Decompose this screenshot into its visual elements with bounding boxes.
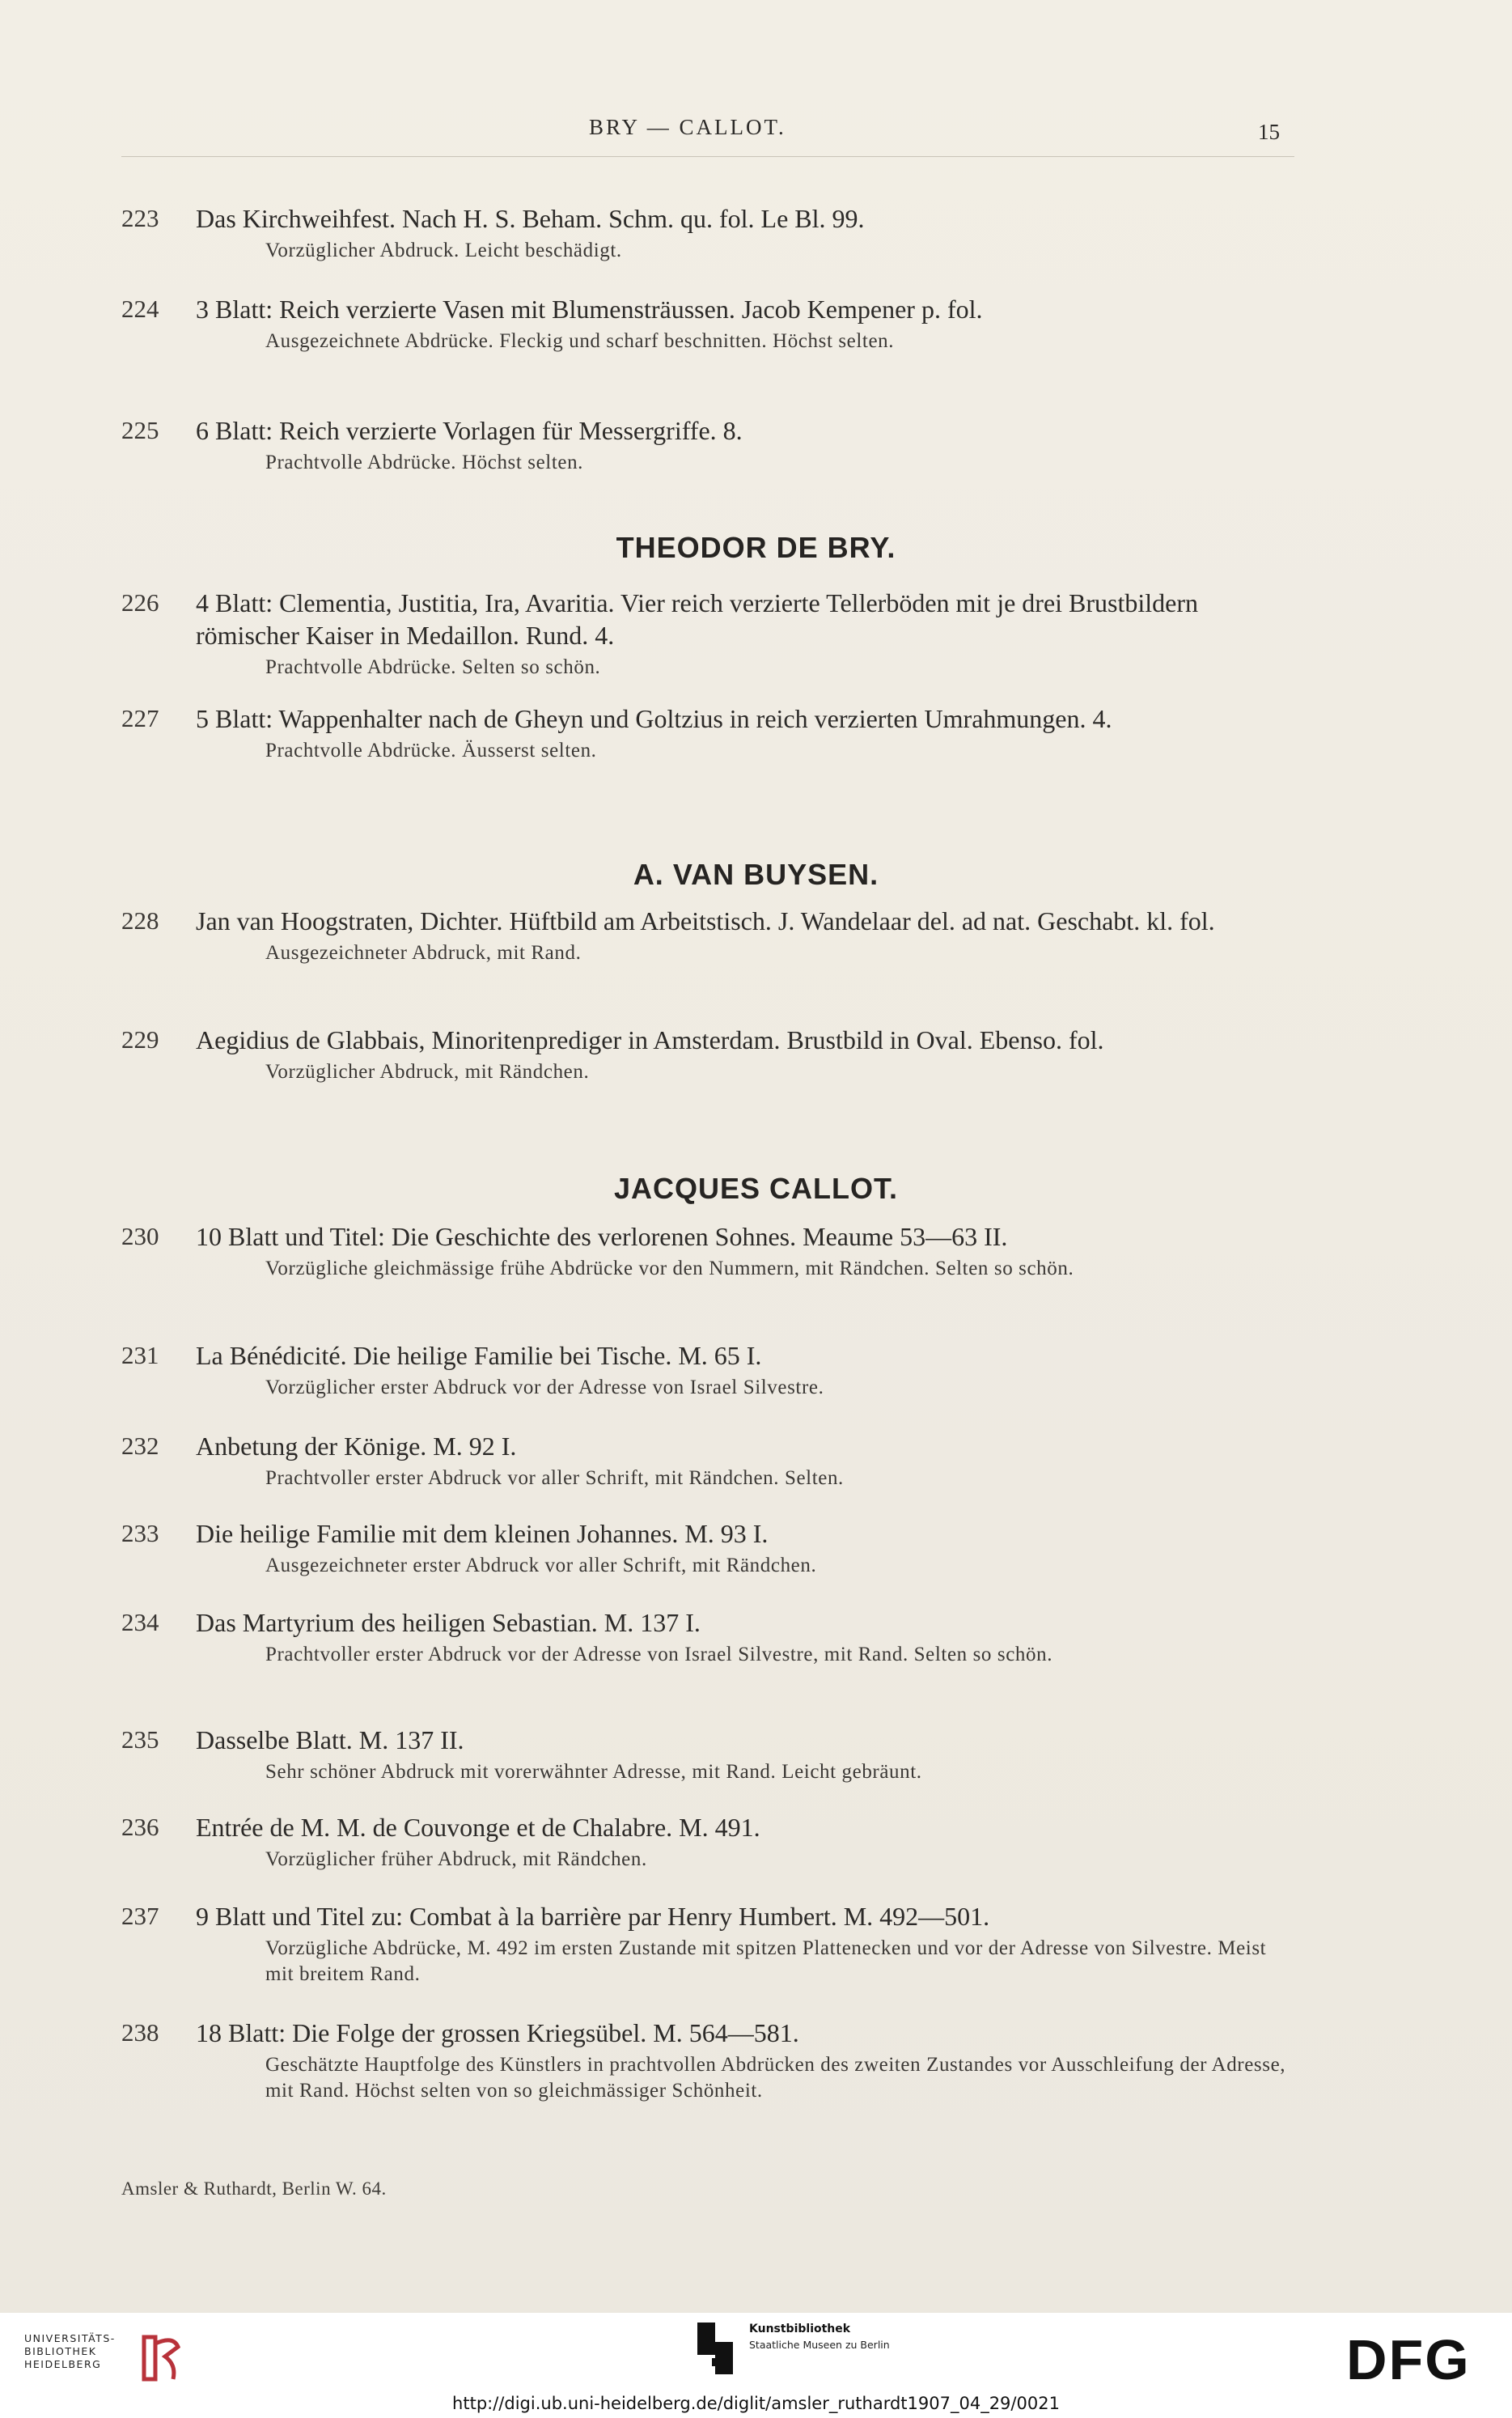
lot-number: 231 bbox=[121, 1341, 159, 1369]
museum-subtitle: Staatliche Museen zu Berlin bbox=[749, 2339, 890, 2351]
catalog-entry-234 bbox=[121, 1606, 1294, 1668]
museum-emblem-icon bbox=[694, 2323, 736, 2374]
entry-description: Entrée de M. M. de Couvonge et de Chalabre. M. 491. bbox=[196, 1813, 760, 1842]
entry-description: Das Martyrium des heiligen Sebastian. M. 137 I. bbox=[196, 1608, 701, 1637]
section-heading-callot: JACQUES CALLOT. bbox=[613, 1172, 899, 1205]
university-library-logo[interactable] bbox=[24, 2332, 116, 2371]
catalog-entry-226 bbox=[121, 587, 1294, 681]
dfg-logo-text: DFG bbox=[1346, 2331, 1471, 2387]
entry-description: Dasselbe Blatt. M. 137 II. bbox=[196, 1725, 464, 1754]
entry-condition-note: Vorzügliche gleichmässige frühe Abdrücke vor den Nummern, mit Rändchen. Selten so schön. bbox=[265, 1258, 1074, 1279]
heidelberg-emblem-icon bbox=[138, 2332, 183, 2384]
lot-number: 226 bbox=[121, 588, 159, 617]
lot-number: 228 bbox=[121, 906, 159, 935]
lot-number: 229 bbox=[121, 1025, 159, 1054]
section-heading-van-buysen: A. VAN BUYSEN. bbox=[633, 858, 879, 891]
kunstbibliothek-logo[interactable] bbox=[694, 2323, 890, 2378]
catalog-entry-230 bbox=[121, 1220, 1294, 1282]
catalog-entry-224 bbox=[121, 293, 1294, 354]
museum-title: Kunstbibliothek bbox=[749, 2323, 851, 2335]
entry-description: 3 Blatt: Reich verzierte Vasen mit Blumensträussen. Jacob Kempener p. fol. bbox=[196, 295, 983, 324]
entry-condition-note: Prachtvolle Abdrücke. Äusserst selten. bbox=[265, 740, 597, 761]
entry-description: La Bénédicité. Die heilige Familie bei Tische. M. 65 I. bbox=[196, 1341, 762, 1370]
entry-condition-note: Vorzüglicher früher Abdruck, mit Rändchen. bbox=[265, 1848, 647, 1870]
catalog-entry-229 bbox=[121, 1024, 1294, 1085]
catalog-entry-232 bbox=[121, 1430, 1294, 1491]
lot-number: 236 bbox=[121, 1813, 159, 1841]
entry-condition-note: Vorzüglicher Abdruck. Leicht beschädigt. bbox=[265, 240, 622, 261]
entry-description: Die heilige Familie mit dem kleinen Johannes. M. 93 I. bbox=[196, 1519, 769, 1548]
entry-condition-note: Prachtvolle Abdrücke. Selten so schön. bbox=[265, 656, 601, 678]
catalog-entry-233 bbox=[121, 1517, 1294, 1579]
entry-condition-note: Ausgezeichneter erster Abdruck vor aller Schrift, mit Rändchen. bbox=[265, 1555, 817, 1576]
section-heading-de-bry: THEODOR DE BRY. bbox=[616, 531, 896, 564]
lot-number: 237 bbox=[121, 1902, 159, 1930]
catalog-entry-238 bbox=[121, 2017, 1294, 2104]
dfg-logo[interactable] bbox=[1345, 2331, 1490, 2387]
entry-description: Das Kirchweihfest. Nach H. S. Beham. Schm. qu. fol. Le Bl. 99. bbox=[196, 204, 865, 233]
entry-description: 5 Blatt: Wappenhalter nach de Gheyn und Goltzius in reich verzierten Umrahmungen. 4. bbox=[196, 704, 1112, 733]
catalog-entry-231 bbox=[121, 1339, 1294, 1401]
entry-condition-note: Vorzüglicher Abdruck, mit Rändchen. bbox=[265, 1061, 590, 1083]
entry-condition-note: Ausgezeichnete Abdrücke. Fleckig und scharf beschnitten. Höchst selten. bbox=[265, 330, 895, 352]
entry-description: 6 Blatt: Reich verzierte Vorlagen für Messergriffe. 8. bbox=[196, 416, 743, 445]
permalink-url[interactable]: http://digi.ub.uni-heidelberg.de/diglit/amsler_ruthardt1907_04_29/0021 bbox=[452, 2394, 1060, 2413]
digitization-footer bbox=[0, 2313, 1512, 2418]
entry-description: 9 Blatt und Titel zu: Combat à la barrière par Henry Humbert. M. 492—501. bbox=[196, 1902, 990, 1931]
lot-number: 224 bbox=[121, 295, 159, 323]
entry-description: Anbetung der Könige. M. 92 I. bbox=[196, 1432, 517, 1461]
catalog-entry-236 bbox=[121, 1811, 1294, 1873]
university-line: HEIDELBERG bbox=[24, 2358, 102, 2370]
publisher-imprint: Amsler & Ruthardt, Berlin W. 64. bbox=[121, 2178, 387, 2199]
catalog-entry-228 bbox=[121, 905, 1294, 966]
lot-number: 235 bbox=[121, 1725, 159, 1754]
catalog-entry-223 bbox=[121, 202, 1294, 264]
entry-description: 10 Blatt und Titel: Die Geschichte des verlorenen Sohnes. Meaume 53—63 II. bbox=[196, 1222, 1008, 1251]
entry-condition-note: Prachtvolle Abdrücke. Höchst selten. bbox=[265, 452, 584, 473]
header-rule bbox=[121, 156, 1294, 157]
lot-number: 225 bbox=[121, 416, 159, 444]
catalog-entry-227 bbox=[121, 702, 1294, 764]
lot-number: 230 bbox=[121, 1222, 159, 1250]
entry-description: 4 Blatt: Clementia, Justitia, Ira, Avaritia. Vier reich verzierte Tellerböden mit je drei Brustbildern römischer Kaiser in Medaillon. Rund. 4. bbox=[196, 588, 1199, 650]
entry-condition-note: Vorzügliche Abdrücke, M. 492 im ersten Zustande mit spitzen Plattenecken und vor der Adresse von Silvestre. Meist mit breitem Rand. bbox=[265, 1937, 1267, 1985]
catalog-entry-225 bbox=[121, 414, 1294, 476]
entry-condition-note: Ausgezeichneter Abdruck, mit Rand. bbox=[265, 942, 582, 964]
entry-description: Jan van Hoogstraten, Dichter. Hüftbild am Arbeitstisch. J. Wandelaar del. ad nat. Geschabt. kl. fol. bbox=[196, 906, 1215, 935]
lot-number: 223 bbox=[121, 204, 159, 232]
university-line: UNIVERSITÄTS- bbox=[24, 2332, 116, 2344]
page-number: 15 bbox=[1258, 120, 1280, 144]
catalog-entry-235 bbox=[121, 1724, 1294, 1785]
entry-condition-note: Geschätzte Hauptfolge des Künstlers in prachtvollen Abdrücken des zweiten Zustandes vor Ausschleifung der Adresse, mit Rand. Höchst selten von so gleichmässiger Schönheit. bbox=[265, 2054, 1286, 2102]
lot-number: 233 bbox=[121, 1519, 159, 1547]
lot-number: 232 bbox=[121, 1432, 159, 1460]
catalog-entry-237 bbox=[121, 1900, 1294, 1987]
lot-number: 234 bbox=[121, 1608, 159, 1636]
lot-number: 227 bbox=[121, 704, 159, 732]
lot-number: 238 bbox=[121, 2018, 159, 2047]
entry-condition-note: Prachtvoller erster Abdruck vor der Adresse von Israel Silvestre, mit Rand. Selten so schön. bbox=[265, 1644, 1053, 1665]
university-line: BIBLIOTHEK bbox=[24, 2345, 97, 2357]
running-head bbox=[0, 113, 1512, 146]
running-title: BRY — CALLOT. bbox=[589, 115, 786, 139]
entry-condition-note: Prachtvoller erster Abdruck vor aller Schrift, mit Rändchen. Selten. bbox=[265, 1467, 844, 1489]
entry-description: Aegidius de Glabbais, Minoritenprediger in Amsterdam. Brustbild in Oval. Ebenso. fol. bbox=[196, 1025, 1104, 1054]
entry-condition-note: Sehr schöner Abdruck mit vorerwähnter Adresse, mit Rand. Leicht gebräunt. bbox=[265, 1761, 922, 1783]
entry-description: 18 Blatt: Die Folge der grossen Kriegsübel. M. 564—581. bbox=[196, 2018, 799, 2047]
entry-condition-note: Vorzüglicher erster Abdruck vor der Adresse von Israel Silvestre. bbox=[265, 1377, 824, 1398]
